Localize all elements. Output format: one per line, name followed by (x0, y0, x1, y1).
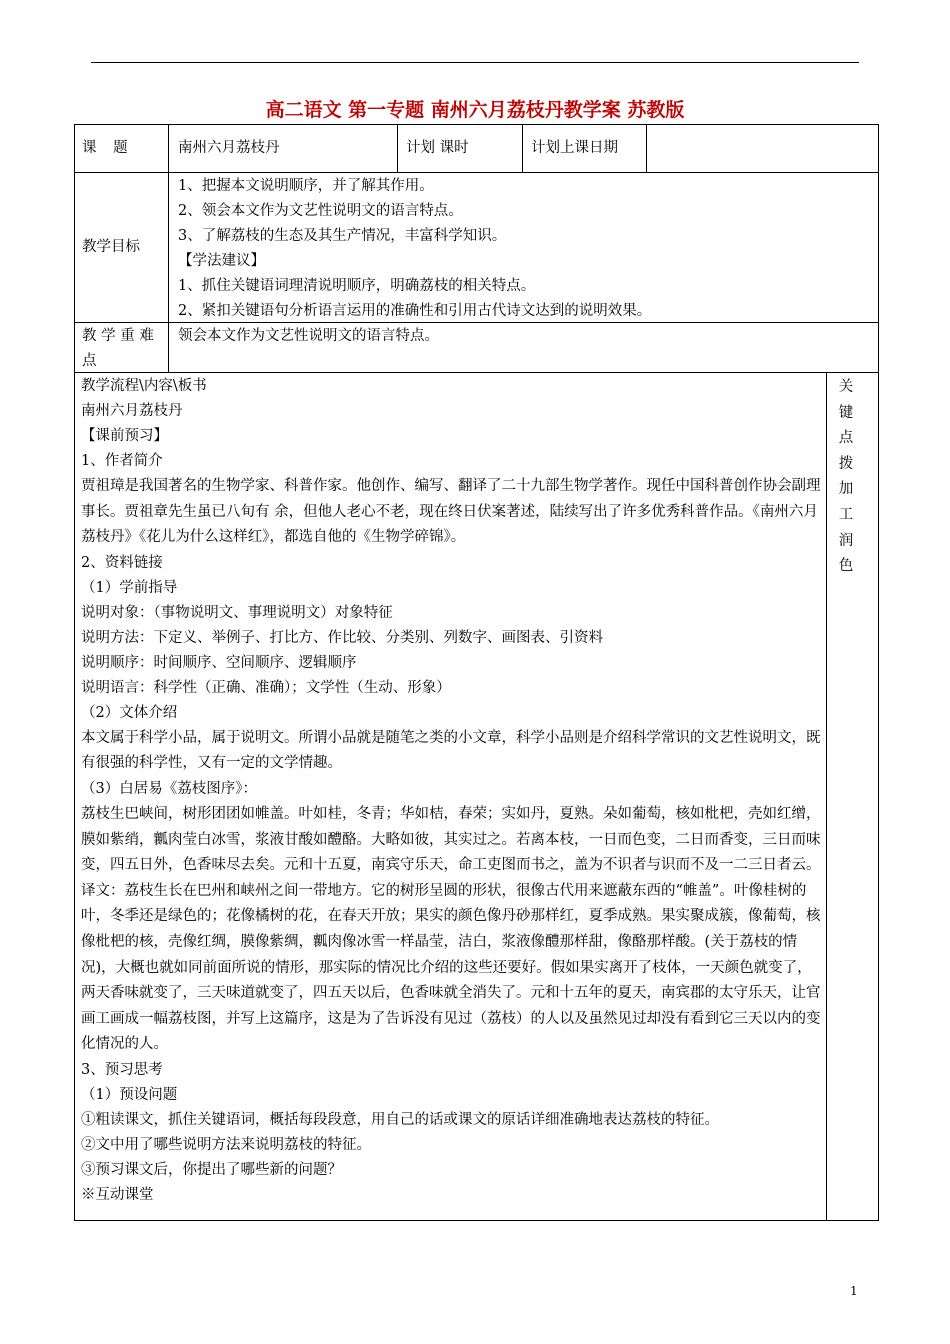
goal-item: 1、把握本文说明顺序，并了解其作用。 (178, 178, 434, 194)
table-col-divider (646, 124, 647, 172)
side-note-char: 工 (838, 506, 854, 523)
content-line: 说明顺序：时间顺序、空间顺序、逻辑顺序 (81, 654, 357, 671)
content-line: ②文中用了哪些说明方法来说明荔枝的特征。 (81, 1136, 371, 1153)
side-note-char: 拨 (838, 455, 854, 472)
side-note-char: 关 (838, 379, 854, 395)
side-note-char: 润 (838, 532, 854, 549)
study-advice-heading: 【学法建议】 (178, 253, 265, 269)
side-note-char: 键 (838, 404, 854, 421)
side-note-char: 加 (838, 481, 854, 498)
content-paragraph: 荔枝生巴峡间，树形团团如帷盖。叶如桂，冬青；华如桔，春荣；实如丹，夏熟。朵如葡萄，核如枇杷，壳如红缯，膜如紫绡，瓤肉莹白冰雪，浆液甘酸如醴酪。大略如彼，其实过之。若离本枝，一日而色变，二日而香变，三日而味变，四五日外，色香味尽去矣。元和十五夏，南宾守乐天，命工吏图而书之，盖为不识者与识而不及一二三日者云。 (81, 805, 821, 874)
content-line: 教学流程\内容\板书 (81, 378, 207, 394)
planned-date-label: 计划上课日期 (531, 140, 618, 156)
content-line: 2、资料链接 (81, 554, 163, 571)
side-note-char: 色 (838, 558, 854, 575)
topic-value: 南州六月荔枝丹 (178, 140, 280, 156)
difficulty-label-line: 点 (82, 353, 97, 369)
content-line: 1、作者简介 (81, 453, 163, 469)
goal-item: 2、领会本文作为文艺性说明文的语言特点。 (178, 203, 463, 219)
table-col-divider (168, 124, 169, 372)
goals-label: 教学目标 (82, 239, 140, 255)
content-paragraph: 贾祖璋是我国著名的生物学家、科普作家。他创作、编写、翻译了二十九部生物学著作。现任中国科普创作协会副理事长。贾祖章先生虽已八旬有 余，但他人老心不老，现在终日伏案著述，陆续写出了许多优秀科普作品。《南州六月荔枝丹》《花儿为什么这样红》，都选自他的《生物学碎锦》。 (81, 478, 821, 546)
content-line: 3、预习思考 (81, 1061, 163, 1078)
table-row-divider (74, 172, 879, 173)
content-line: ※互动课堂 (81, 1186, 154, 1203)
goal-item: 3、了解荔枝的生态及其生产情况，丰富科学知识。 (178, 228, 507, 244)
lesson-content (81, 374, 823, 1208)
side-note-char: 点 (838, 430, 854, 447)
page-title: 高二语文 第一专题 南州六月荔枝丹教学案 苏教版 (265, 99, 685, 121)
difficulty-label (82, 324, 154, 374)
topic-label: 课 题 (82, 140, 128, 156)
content-line: 【课前预习】 (81, 428, 168, 444)
difficulty-label-line: 教 学 重 难 (82, 328, 154, 344)
content-paragraph: 译文：荔枝生长在巴州和峡州之间一带地方。它的树形呈圆的形状，很像古代用来遮蔽东西的“帷盖”。叶像桂树的叶，冬季还是绿色的；花像橘树的花，在春天开放；果实的颜色像丹砂那样红，夏季成熟。果实聚成簇，像葡萄，核像枇杷的核，壳像红绸，膜像紫绸，瓤肉像冰雪一样晶莹，洁白，浆液像醴那样甜，像酪那样酸。(关于荔枝的情况)，大概也就如同前面所说的情形，那实际的情况比介绍的这些还要好。假如果实离开了枝体，一天颜色就变了，两天香味就变了，三天味道就变了，四五天以后，色香味就全消失了。元和十五年的夏天，南宾郡的太守乐天，让官画工画成一幅荔枝图，并写上这篇序，这是为了告诉没有见过（荔枝）的人以及虽然见过却没有看到它三天以内的变化情况的人。 (81, 882, 821, 1053)
content-line: （1）学前指导 (81, 579, 178, 596)
header-rule (91, 62, 859, 63)
content-line: （3）白居易《荔枝图序》： (81, 780, 257, 797)
content-line: 说明对象：（事物说明文、事理说明文）对象特征 (81, 604, 393, 621)
goal-item: 2、紧扣关键语句分析语言运用的准确性和引用古代诗文达到的说明效果。 (178, 303, 652, 319)
content-paragraph: 本文属于科学小品，属于说明文。所谓小品就是随笔之类的小文章，科学小品则是介绍科学常识的文艺性说明文，既有很强的科学性，又有一定的文学情趣。 (81, 729, 821, 772)
content-line: 说明语言：科学性（正确、准确）；文学性（生动、形象） (81, 679, 451, 696)
goals-list (178, 174, 651, 324)
planned-hours-label: 计划 课时 (406, 140, 469, 156)
content-line: （1）预设问题 (81, 1086, 178, 1103)
table-col-divider (522, 124, 523, 172)
content-line: ①粗读课文，抓住关键语词，概括每段段意，用自己的话或课文的原话详细准确地表达荔枝的特征。 (81, 1111, 719, 1128)
content-line: ③预习课文后，你提出了哪些新的问题？ (81, 1161, 342, 1178)
page-number: 1 (850, 1284, 858, 1298)
difficulty-text: 领会本文作为文艺性说明文的语言特点。 (178, 328, 439, 344)
content-line: 南州六月荔枝丹 (81, 403, 183, 419)
content-line: 说明方法：下定义、举例子、打比方、作比较、分类别、列数字、画图表、引资料 (81, 629, 603, 646)
table-col-divider (826, 372, 827, 1221)
table-col-divider (397, 124, 398, 172)
goal-item: 1、抓住关键语词理清说明顺序，明确荔枝的相关特点。 (178, 278, 536, 294)
content-line: （2）文体介绍 (81, 704, 178, 721)
side-note (832, 375, 860, 580)
table-row-divider (74, 372, 879, 373)
